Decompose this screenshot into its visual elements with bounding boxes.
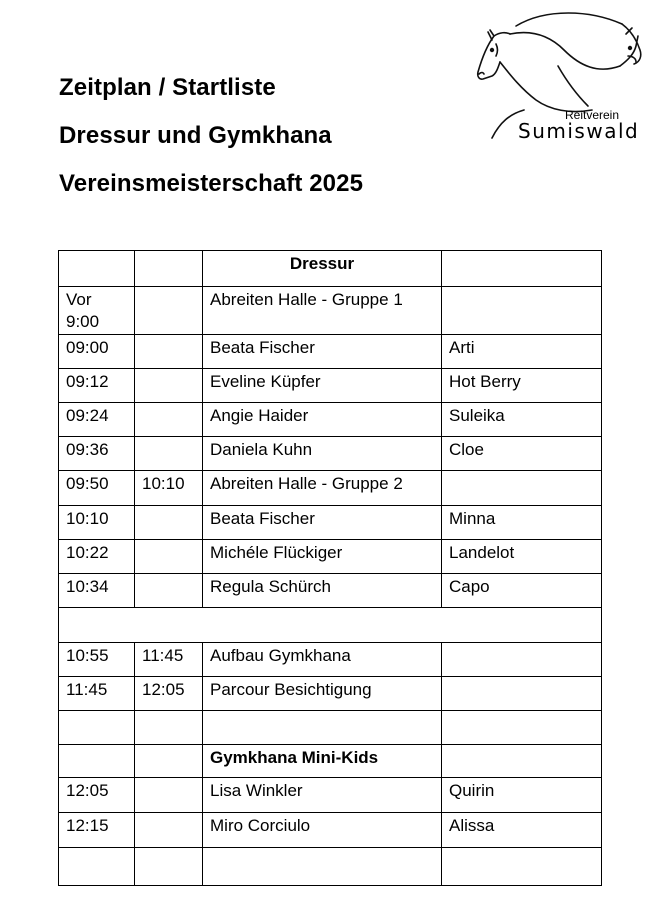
table-header-row (59, 251, 602, 287)
end-time-cell (135, 335, 203, 369)
horse-cell (442, 471, 602, 506)
end-time-cell (135, 778, 203, 813)
table-cell (135, 251, 203, 287)
start-time-cell (59, 745, 135, 778)
horse-cell (442, 643, 602, 677)
table-row (59, 287, 602, 335)
end-time-cell: 12:05 (135, 677, 203, 711)
end-time-cell (135, 403, 203, 437)
end-time-cell (135, 574, 203, 608)
start-time-cell: 10:55 (59, 643, 135, 677)
rider-cell: Parcour Besichtigung (203, 677, 442, 711)
horse-cell: Suleika (442, 403, 602, 437)
schedule-table (58, 250, 602, 886)
section-header-dressur: Dressur (203, 251, 442, 287)
table-cell (59, 251, 135, 287)
table-empty-row (59, 848, 602, 886)
table-row (59, 437, 602, 471)
start-time-cell: 12:05 (59, 778, 135, 813)
rider-cell: Regula Schürch (203, 574, 442, 608)
start-time-cell: 09:00 (59, 335, 135, 369)
start-time-cell: 10:22 (59, 540, 135, 574)
horse-cell: Minna (442, 506, 602, 540)
rider-cell: Abreiten Halle - Gruppe 1 (203, 287, 442, 335)
table-cell (59, 711, 135, 745)
rider-cell: Beata Fischer (203, 335, 442, 369)
table-row (59, 813, 602, 848)
end-time-cell (135, 287, 203, 335)
horse-cell (442, 677, 602, 711)
table-row (59, 643, 602, 677)
table-row (59, 574, 602, 608)
table-cell (59, 848, 135, 886)
horse-cell: Cloe (442, 437, 602, 471)
rider-cell: Aufbau Gymkhana (203, 643, 442, 677)
table-row (59, 471, 602, 506)
table-spacer-row (59, 608, 602, 643)
horse-cell: Quirin (442, 778, 602, 813)
horse-cell (442, 287, 602, 335)
rider-cell: Daniela Kuhn (203, 437, 442, 471)
end-time-cell: 11:45 (135, 643, 203, 677)
end-time-cell (135, 369, 203, 403)
title-line-1: Zeitplan / Startliste (59, 74, 276, 101)
horse-cell: Hot Berry (442, 369, 602, 403)
table-cell (442, 848, 602, 886)
end-time-cell (135, 540, 203, 574)
table-row (59, 369, 602, 403)
table-row (59, 540, 602, 574)
table-row (59, 335, 602, 369)
start-time-cell: 09:24 (59, 403, 135, 437)
table-cell (203, 711, 442, 745)
horse-cell (442, 745, 602, 778)
spacer-cell (59, 608, 602, 643)
start-time-cell: 09:12 (59, 369, 135, 403)
start-time-cell: 09:36 (59, 437, 135, 471)
table-cell (203, 848, 442, 886)
table-cell (135, 848, 203, 886)
rider-cell: Michéle Flückiger (203, 540, 442, 574)
table-cell (135, 711, 203, 745)
table-row (59, 403, 602, 437)
rider-cell: Miro Corciulo (203, 813, 442, 848)
end-time-cell (135, 813, 203, 848)
rider-cell: Lisa Winkler (203, 778, 442, 813)
end-time-cell (135, 437, 203, 471)
end-time-cell (135, 745, 203, 778)
horse-cell: Alissa (442, 813, 602, 848)
horse-cell: Landelot (442, 540, 602, 574)
table-row (59, 778, 602, 813)
start-time-cell: 11:45 (59, 677, 135, 711)
title-line-2: Dressur und Gymkhana (59, 122, 332, 149)
start-time-cell: 10:34 (59, 574, 135, 608)
logo-club-label: Reitverein (565, 108, 620, 122)
table-row (59, 745, 602, 778)
start-time-cell: 09:50 (59, 471, 135, 506)
title-line-3: Vereinsmeisterschaft 2025 (59, 170, 364, 197)
table-row (59, 677, 602, 711)
rider-cell: Beata Fischer (203, 506, 442, 540)
start-time-cell: 10:10 (59, 506, 135, 540)
table-row (59, 506, 602, 540)
horse-cell: Capo (442, 574, 602, 608)
start-time-cell: Vor 9:00 (59, 287, 135, 335)
section-header-gymkhana: Gymkhana Mini-Kids (203, 745, 442, 778)
rider-cell: Angie Haider (203, 403, 442, 437)
rider-cell: Eveline Küpfer (203, 369, 442, 403)
table-cell (442, 251, 602, 287)
horse-cell: Arti (442, 335, 602, 369)
end-time-cell: 10:10 (135, 471, 203, 506)
start-time-cell: 12:15 (59, 813, 135, 848)
table-cell (442, 711, 602, 745)
end-time-cell (135, 506, 203, 540)
rider-cell: Abreiten Halle - Gruppe 2 (203, 471, 442, 506)
table-empty-row (59, 711, 602, 745)
logo-club-name: Sumiswald (518, 119, 640, 143)
